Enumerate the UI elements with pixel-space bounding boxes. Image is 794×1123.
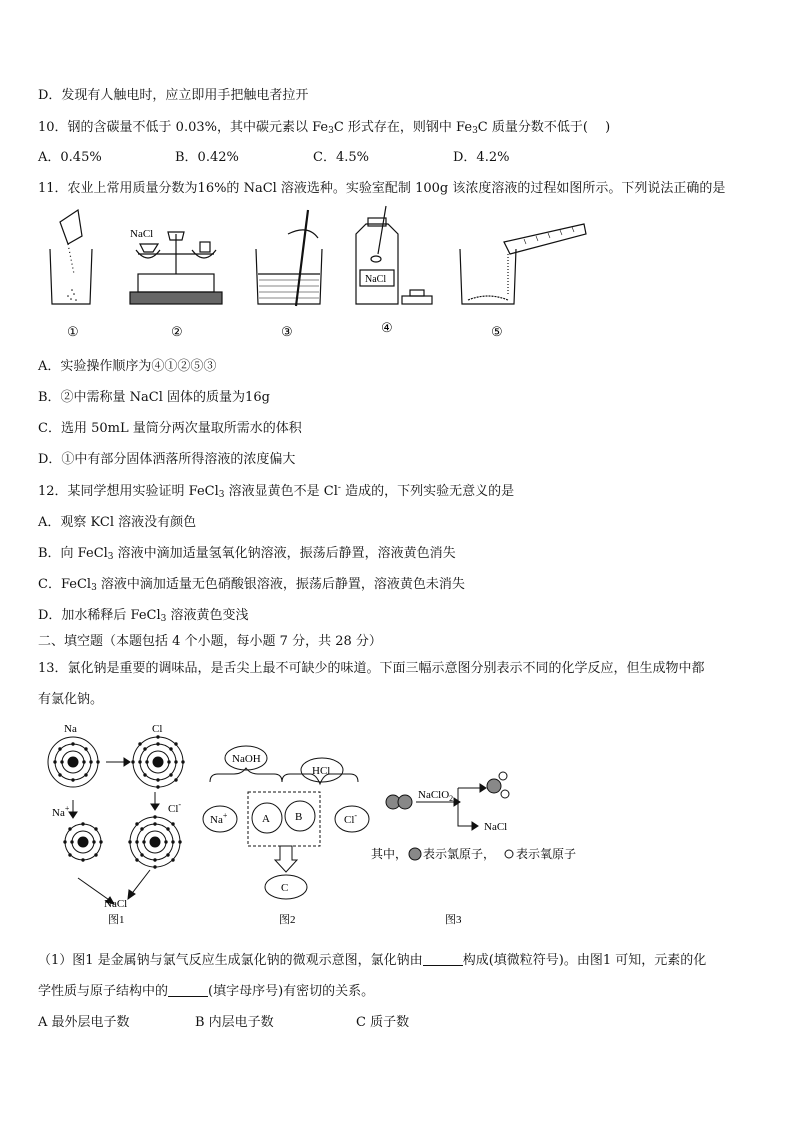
fig2-na-ion-label: Na+ [210, 811, 228, 826]
question-11-stem: 11．农业上常用质量分数为16%的 NaCl 溶液选种。实验室配制 100g 该浓度溶液的过程如图所示。下列说法正确的是 [38, 181, 726, 196]
solution-preparation-figure [38, 204, 598, 344]
question-11-option-b: B．②中需称量 NaCl 固体的质量为16g [38, 390, 270, 405]
figure-label-2: ② [171, 324, 183, 339]
chlorine-atom [131, 735, 184, 788]
question-12-stem: 12．某同学想用实验证明 FeCl$_3$ 溶液显黄色不是 Cl- 造成的，下列实验无意义的是 [38, 483, 515, 500]
section-2-heading: 二、填空题（本题包括 4 个小题，每小题 7 分，共 28 分） [38, 634, 382, 649]
question-13-part1-line1: （1）图1 是金属钠与氯气反应生成氯化钠的微观示意图，氯化钠由 构成(填微粒符号)。由图1 可知，元素的化 [38, 953, 707, 968]
figure-label-5: ⑤ [491, 324, 503, 339]
sodium-atom [48, 737, 100, 787]
fig2-a-label: A [262, 813, 270, 825]
figure-label-4: ④ [381, 320, 393, 335]
fig1-na-ion-label: Na+ [52, 804, 70, 819]
fig3-legend-chlorine: 表示氯原子， [423, 847, 496, 861]
fig2-hcl-label: HCl [312, 765, 331, 777]
question-12-option-b: B．向 FeCl$_3$ 溶液中滴加适量氢氧化钠溶液，振荡后静置，溶液黄色消失 [38, 546, 456, 562]
figure-label-1: ① [67, 324, 79, 339]
sodium-ion [63, 822, 102, 861]
choice-b: B 内层电子数 [195, 1015, 274, 1030]
fig3-legend-prefix: 其中， [371, 847, 408, 861]
fig1-cl-label: Cl [152, 723, 163, 735]
balance-nacl-label: NaCl [130, 228, 154, 240]
figure-label-3: ③ [281, 324, 293, 339]
sodium-chloride-figures [38, 716, 598, 931]
answer-blank-2[interactable] [168, 984, 208, 997]
fig1-nacl-label: NaCl [104, 898, 128, 910]
question-11-option-a: A．实验操作顺序为④①②⑤③ [38, 359, 217, 374]
question-10-stem: 10．钢的含碳量不低于 0.03%，其中碳元素以 $Fe_3C$ 形式存在，则钢中 $Fe_3C$ 质量分数不低于( ) [38, 120, 611, 136]
question-12-option-d: D．加水稀释后 FeCl$_3$ 溶液黄色变浅 [38, 608, 249, 624]
figure-1 [48, 735, 185, 904]
fig2-b-label: B [295, 811, 303, 823]
question-10-option-b: B．0.42% [175, 150, 239, 165]
question-12-option-a: A．观察 KCl 溶液没有颜色 [38, 515, 197, 530]
step2-balance [130, 232, 222, 304]
question-10-option-d: D．4.2% [453, 150, 510, 165]
fig1-cl-ion-label: Cl- [168, 800, 182, 815]
question-10-option-a: A．0.45% [38, 150, 102, 165]
fig2-naoh-label: NaOH [232, 753, 261, 765]
step1-beaker-pouring [50, 210, 92, 304]
fig1-na-label: Na [64, 723, 77, 735]
fig2-c-label: C [281, 882, 289, 894]
fig3-nacl-label: NaCl [484, 821, 508, 833]
fig2-cl-ion-label: Cl- [344, 811, 358, 826]
bottle-nacl-label: NaCl [365, 274, 387, 285]
step4-reagent-bottle [356, 206, 432, 304]
question-13-stem-line1: 13．氯化钠是重要的调味品，是舌尖上最不可缺少的味道。下面三幅示意图分别表示不同的化学反应，但生成物中都 [38, 661, 705, 676]
question-12-option-c: C．FeCl$_3$ 溶液中滴加适量无色硝酸银溶液，振荡后静置，溶液黄色未消失 [38, 577, 465, 593]
answer-blank-1[interactable] [423, 953, 463, 966]
question-11-option-c: C．选用 50mL 量筒分两次量取所需水的体积 [38, 421, 302, 436]
question-11-option-d: D．①中有部分固体洒落所得溶液的浓度偏大 [38, 452, 296, 467]
fig1-caption: 图1 [108, 914, 125, 926]
choice-a: A 最外层电子数 [38, 1015, 130, 1030]
question-9-option-d: D．发现有人触电时，应立即用手把触电者拉开 [38, 88, 309, 103]
choice-c: C 质子数 [356, 1015, 410, 1030]
question-13-stem-line2: 有氯化钠。 [38, 692, 104, 707]
step3-beaker-stirring [256, 210, 322, 306]
chloride-ion [128, 815, 181, 868]
step5-cylinder-pouring [460, 224, 586, 304]
question-13-part1-line2: 学性质与原子结构中的 (填字母序号)有密切的关系。 [38, 984, 375, 999]
fig3-caption: 图3 [445, 914, 462, 926]
fig2-caption: 图2 [279, 914, 296, 926]
question-10-option-c: C．4.5% [313, 150, 369, 165]
fig3-legend-oxygen: 表示氧原子 [516, 847, 577, 861]
fig3-naclo2-label: NaClO$_2$ [418, 789, 454, 803]
